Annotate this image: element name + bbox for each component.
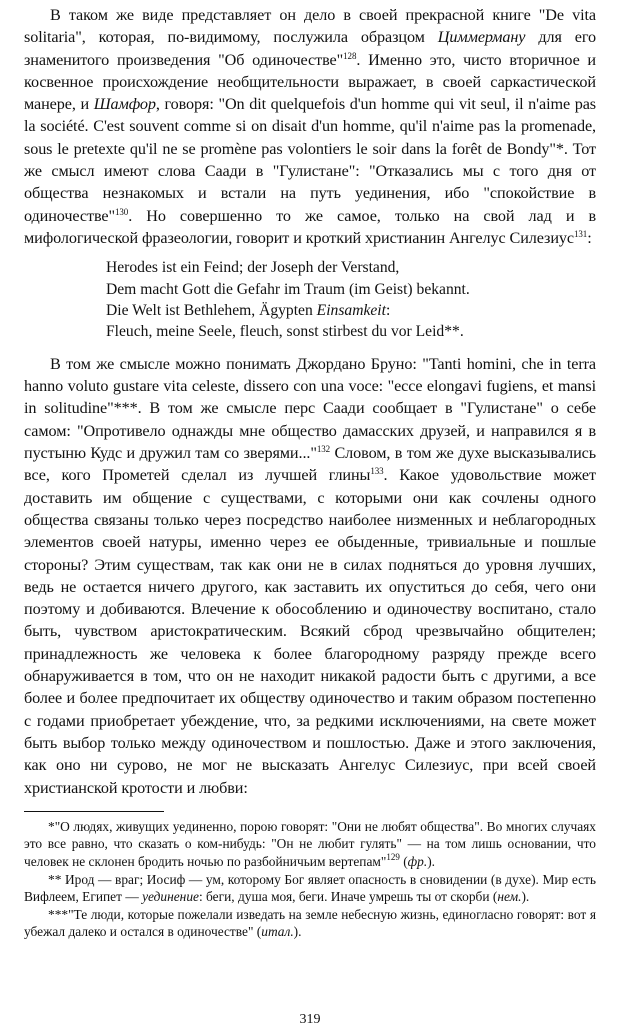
name-italic: Шамфор <box>93 95 156 114</box>
verse-line-3 <box>106 300 596 321</box>
language-note: фр. <box>407 854 428 870</box>
paragraph-1 <box>24 4 596 249</box>
footnote-divider <box>24 811 164 812</box>
verse-line-1: Herodes ist ein Feind; der Joseph der Verstand, <box>106 259 400 277</box>
language-note: нем. <box>497 889 522 905</box>
italic-word: уединение <box>142 889 199 905</box>
text: Словом, в том же духе высказывались все, кого Прометей сделал из лучшей глины <box>24 444 596 485</box>
footnote-ref: 130 <box>115 206 129 217</box>
footnote-3 <box>24 906 596 941</box>
text: . Именно это, чисто вторичное и косвенное происхождение необщительности выражает, в своей саркастической манере, и <box>24 50 596 114</box>
verse-line-2: Dem macht Gott die Gefahr im Traum (im Geist) bekannt. <box>106 280 470 298</box>
document-page <box>24 4 596 941</box>
verse-line-4: Fleuch, meine Seele, fleuch, sonst stirbest du vor Leid**. <box>106 323 464 341</box>
text: Die Welt ist Bethlehem, Ägypten <box>106 302 317 320</box>
footnote-2 <box>24 871 596 906</box>
text: , говоря: "On dit quelquefois d'un homme qui vit seul, il n'aime pas la société. C'est souvent comme si on disait d'un homme, qu'il n'aime pas la promenade, sous le pretexte qu'il ne se promène pas volontiers le soir dans la forêt de Bondy"*. Тот же смысл имеют слова Саади в "Гулистане": "Отказались мы с того дня от общества незнакомых и встали на путь уединения, ибо "спокойствие в одиночестве" <box>24 95 596 225</box>
text: *"О людях, живущих уединенно, порою говорят: "Они не любят общества". Во многих случаях это все равно, что сказать о ком-нибудь: "Он не любит гулять" — на том лишь основании, что человек не склонен бродить ночью по разбойничьим вертепам" <box>24 818 596 870</box>
paragraph-2 <box>24 353 596 799</box>
text: . Но совершенно то же самое, только на свой лад и в мифологической фразеологии, говорит и кроткий христианин Ангелус Силезиус <box>24 206 596 247</box>
footnote-1 <box>24 818 596 871</box>
page-number: 319 <box>299 1012 321 1027</box>
footnote-ref: 133 <box>370 466 384 477</box>
text: ). <box>427 854 436 870</box>
footnote-ref: 131 <box>573 228 588 239</box>
text: ). <box>293 924 302 940</box>
footnote-ref: 128 <box>343 50 357 61</box>
name-italic: Циммерману <box>437 28 526 47</box>
text: ( <box>399 854 408 870</box>
text: : <box>385 302 391 320</box>
text: ** Ирод — враг; Иосиф — ум, которому Бог являет опасность в сновидении (в духе). Мир есть Вифлеем, Египет — <box>24 871 596 905</box>
text: В том же смысле можно понимать Джордано Бруно: "Tanti homini, che in terra hanno voluto gustare vita celeste, dissero con una voce: "ecce elongavi fugiens, et mansi in solitudine"***. В том же смысле перс Саади сообщает в "Гулистане" о себе самом: "Опротивело однажды мне общество дамасских друзей, и направился я в пустыню Кудс и дружил там со зверями..." <box>24 354 596 463</box>
text: : беги, душа моя, беги. Иначе умрешь ты от скорби ( <box>198 889 498 905</box>
footnote-ref: 132 <box>316 444 331 455</box>
italic-word: Einsamkeit <box>316 302 386 320</box>
text: В таком же виде представляет он дело в своей прекрасной книге "De vita solitaria", которая, по-видимому, послужила образцом <box>24 6 596 47</box>
text: . Какое удовольствие может доставить им общение с существами, с которыми они как сочлены одного общества связаны только через посредство наиболее низменных и неблагородных элементов своей натуры, именно через ее обыденные, тривиальные и пошлые стороны? Этим существам, так как они не в силах подняться до уровня лучших, ведь не остается ничего другого, как заставить их опуститься до себя, чего они поэтому и добиваются. Влечение к обособлению и одиночеству воспитано, стало быть, чувством аристократическим. Всякий сброд чрезвычайно общителен; принадлежность же человека к более благородному разряду прежде всего обнаруживается в том, что он не находит никакой радости быть с другими, а все более и более предпочитает их обществу одиночество и таким образом постепенно с годами приобретает убеждение, что, за редкими исключениями, на свете может быть выбор только между одиночеством и пошлостью. Даже и этого заключения, как оно ни сурово, не мог не высказать Ангелус Силезиус, при всей своей христианской кротости и любви: <box>24 466 596 797</box>
text: для его знаменитого произведения "Об одиночестве" <box>24 28 596 69</box>
text: : <box>587 228 592 247</box>
language-note: итал. <box>261 924 294 940</box>
verse-quote <box>106 257 596 343</box>
text: ***"Те люди, которые пожелали изведать на земле небесную жизнь, единогласно говорят: вот я убежал далеко и остался в одиночестве" ( <box>24 906 596 940</box>
text: ). <box>521 889 530 905</box>
footnote-ref: 129 <box>386 852 400 863</box>
